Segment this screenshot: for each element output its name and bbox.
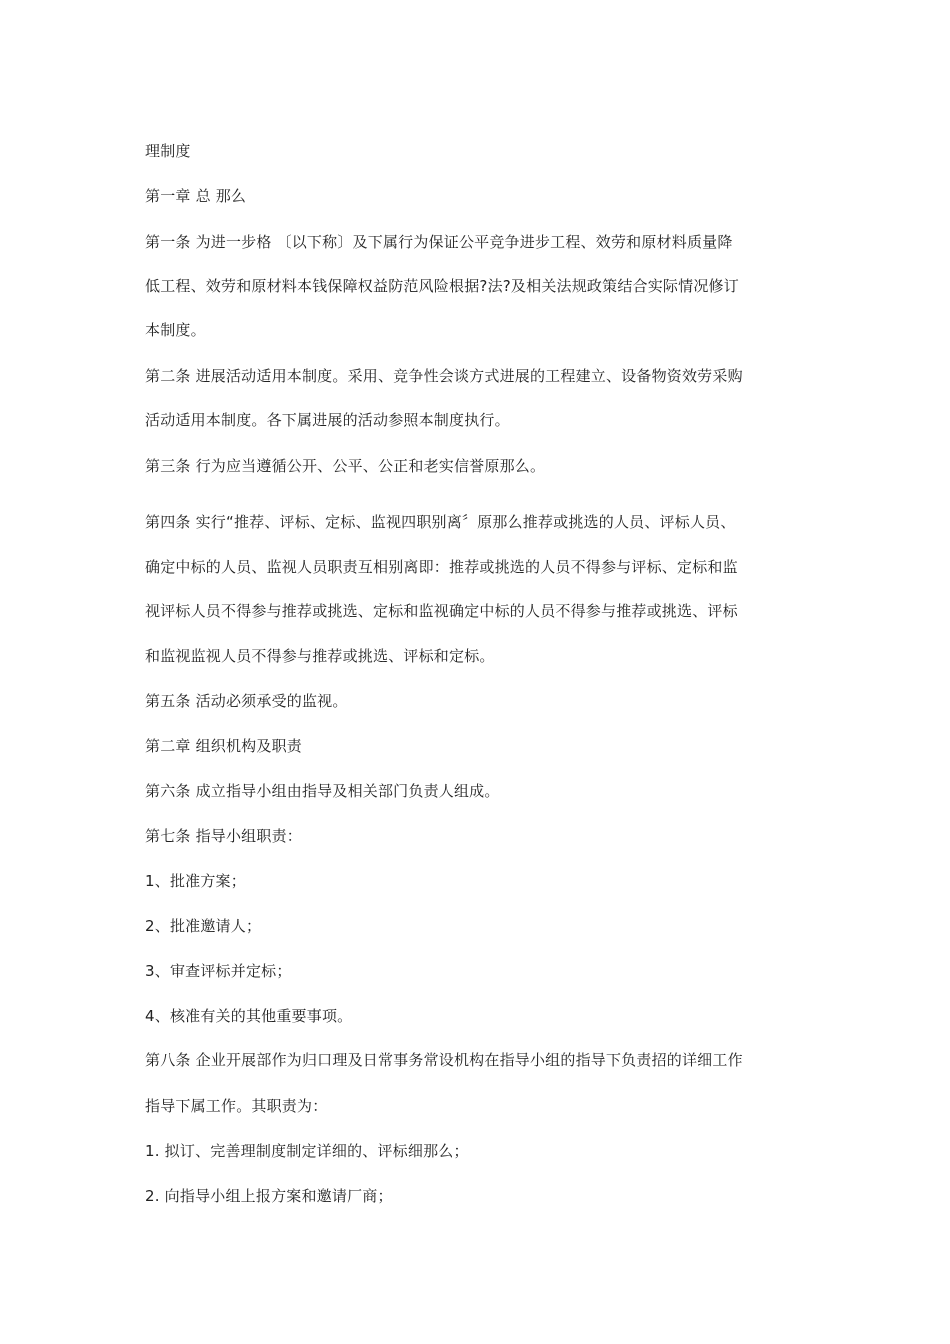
article-line: 低工程、效劳和原材料本钱保障权益防范风险根据?法?及相关法规政策结合实际情况修订	[145, 277, 739, 295]
article-line: 第八条 企业开展部作为归口理及日常事务常设机构在指导小组的指导下负责招的详细工作	[145, 1051, 743, 1069]
article-line: 活动适用本制度。各下属进展的活动参照本制度执行。	[145, 411, 510, 429]
article-line: 第五条 活动必须承受的监视。	[145, 692, 348, 710]
article-line: 第七条 指导小组职责：	[145, 827, 302, 845]
chapter-heading: 第一章 总 那么	[145, 187, 247, 205]
article-line: 确定中标的人员、监视人员职责互相别离即：推荐或挑选的人员不得参与评标、定标和监	[145, 558, 738, 576]
article-line: 和监视监视人员不得参与推荐或挑选、评标和定标。	[145, 647, 495, 665]
list-item: 2. 向指导小组上报方案和邀请厂商；	[145, 1187, 393, 1205]
article-line: 本制度。	[145, 321, 206, 339]
document-title: 理制度	[145, 142, 191, 160]
list-item: 2、批准邀请人；	[145, 917, 262, 935]
article-line: 第二条 进展活动适用本制度。采用、竞争性会谈方式进展的工程建立、设备物资效劳采购	[145, 367, 743, 385]
article-line: 指导下属工作。其职责为：	[145, 1097, 328, 1115]
article-line: 第四条 实行“推荐、评标、定标、监视四职别离〞原那么推荐或挑选的人员、评标人员、	[145, 513, 736, 531]
list-item: 1、批准方案；	[145, 872, 246, 890]
article-line: 第三条 行为应当遵循公开、公平、公正和老实信誉原那么。	[145, 457, 546, 475]
list-item: 3、审查评标并定标；	[145, 962, 292, 980]
list-item: 4、核准有关的其他重要事项。	[145, 1007, 353, 1025]
article-line: 第六条 成立指导小组由指导及相关部门负责人组成。	[145, 782, 500, 800]
list-item: 1. 拟订、完善理制度制定详细的、评标细那么；	[145, 1142, 469, 1160]
article-line: 视评标人员不得参与推荐或挑选、定标和监视确定中标的人员不得参与推荐或挑选、评标	[145, 602, 738, 620]
chapter-heading: 第二章 组织机构及职责	[145, 737, 302, 755]
article-line: 第一条 为进一步格 〔以下称〕及下属行为保证公平竞争进步工程、效劳和原材料质量降	[145, 233, 733, 251]
